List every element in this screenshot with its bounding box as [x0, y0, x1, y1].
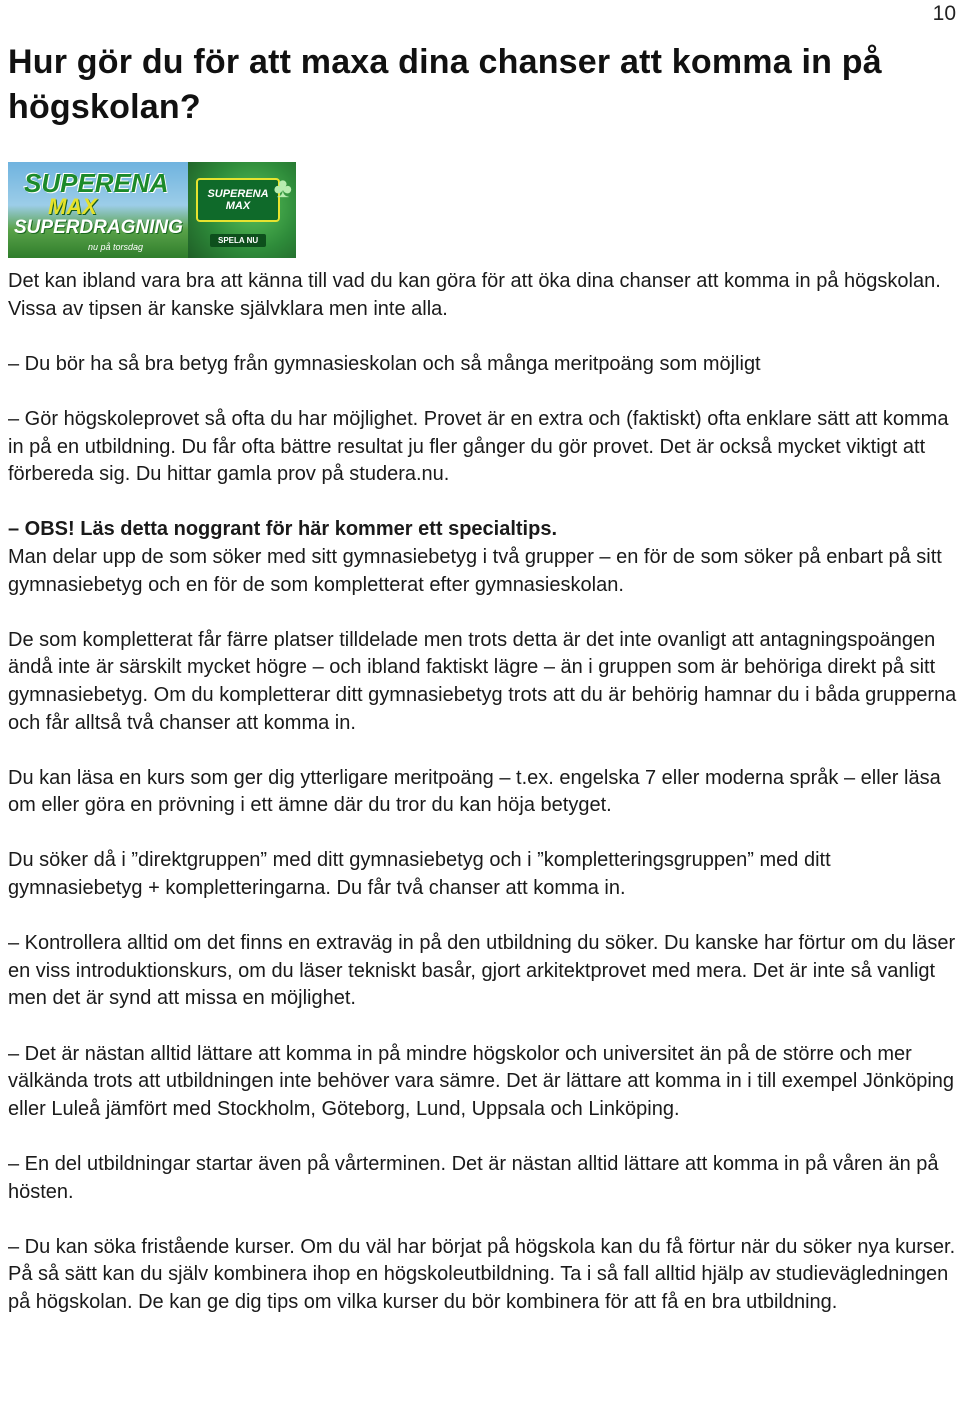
- advertisement-banner[interactable]: [8, 162, 296, 258]
- tip-obs-body: Man delar upp de som söker med sitt gymnasiebetyg i två grupper – en för de som söker på enbart på sitt gymnasiebetyg och en för de som kompletterat efter gymnasieskolan.: [8, 545, 942, 596]
- tip-extravag: – Kontrollera alltid om det finns en extraväg in på den utbildning du söker. Du kanske har förtur om du läser en viss introduktionskurs, om du läser tekniskt basår, gjort arkitektprovet med mera. Det är inte så vanligt men det är synd att missa en möjlighet.: [8, 932, 956, 1010]
- komplettering-paragraph: De som kompletterat får färre platser tilldelade men trots detta är det inte ovanligt att antagningspoängen ändå inte är särskilt mycket högre – och ibland faktiskt lägre – än i gruppen som är behöriga direkt på sitt gymnasiebetyg. Om du kompletterar ditt gymnasiebetyg trots att du är behörig hamnar du i båda grupperna och får alltså två chanser att komma in.: [8, 628, 957, 734]
- banner-line-4: nu på torsdag: [88, 242, 144, 252]
- tip-obs-heading: – OBS! Läs detta noggrant för här kommer ett specialtips.: [8, 518, 558, 541]
- tip-varterminen: – En del utbildningar startar även på vårterminen. Det är nästan alltid lättare att komma in på våren än på hösten.: [8, 1153, 939, 1203]
- banner-line-1: SUPERENA: [24, 168, 169, 198]
- tip-mindre-hogskolor: – Det är nästan alltid lättare att komma in på mindre högskolor och universitet än på de större och mer välkända trots att utbildningen inte behöver vara sämre. Det är lättare att komma in i till exempel Jönköping eller Luleå jämfört med Stockholm, Göteborg, Lund, Uppsala och Linköping.: [8, 1042, 955, 1120]
- kurs-paragraph: Du kan läsa en kurs som ger dig ytterligare meritpoäng – t.ex. engelska 7 eller moderna språk – eller läsa om eller göra en prövning i ett ämne där du tror du kan höja betyget.: [8, 766, 941, 817]
- page-title: Hur gör du för att maxa dina chanser att komma in på högskolan?: [8, 43, 882, 126]
- tip-grades: – Du bör ha så bra betyg från gymnasieskolan och så många meritpoäng som möjligt: [8, 352, 761, 375]
- document-body: [8, 40, 958, 1317]
- tip-fristaende-kurser: – Du kan söka fristående kurser. Om du väl har börjat på högskola kan du få förtur när du söker nya kurser. På så sätt kan du själv kombinera ihop en högskoleutbildning. Ta i så fall alltid hjälp av studievägledningen på högskolan. De kan ge dig tips om vilka kurser du bör kombinera för att få en bra utbildning.: [8, 1235, 956, 1313]
- banner-logo-panel: [188, 162, 296, 258]
- soker-paragraph: Du söker då i ”direktgruppen” med ditt gymnasiebetyg och i ”kompletteringsgruppen” med ditt gymnasiebetyg + kompletteringarna. Du får två chanser att komma in.: [8, 849, 831, 900]
- banner-line-3: SUPERDRAGNING: [14, 217, 183, 238]
- play-now-button[interactable]: SPELA NU: [210, 234, 266, 247]
- banner-line-2: MAX: [48, 194, 97, 219]
- tip-hogskoleprovet: – Gör högskoleprovet så ofta du har möjlighet. Provet är en extra och (faktiskt) ofta enklare sätt att komma in på en utbildning. Du får ofta bättre resultat ju fler gånger du gör provet. Det är också mycket viktigt att förbereda sig. Du hittar gamla prov på studera.nu.: [8, 407, 949, 486]
- banner-artwork: [8, 162, 188, 258]
- intro-paragraph: Det kan ibland vara bra att känna till vad du kan göra för att öka dina chanser att komma in på högskolan. Vissa av tipsen är kanske självklara men inte alla.: [8, 270, 941, 320]
- page-number: 10: [932, 2, 956, 25]
- superena-logo: SUPERENA MAX: [196, 178, 280, 222]
- clover-icon: ♣: [273, 172, 292, 203]
